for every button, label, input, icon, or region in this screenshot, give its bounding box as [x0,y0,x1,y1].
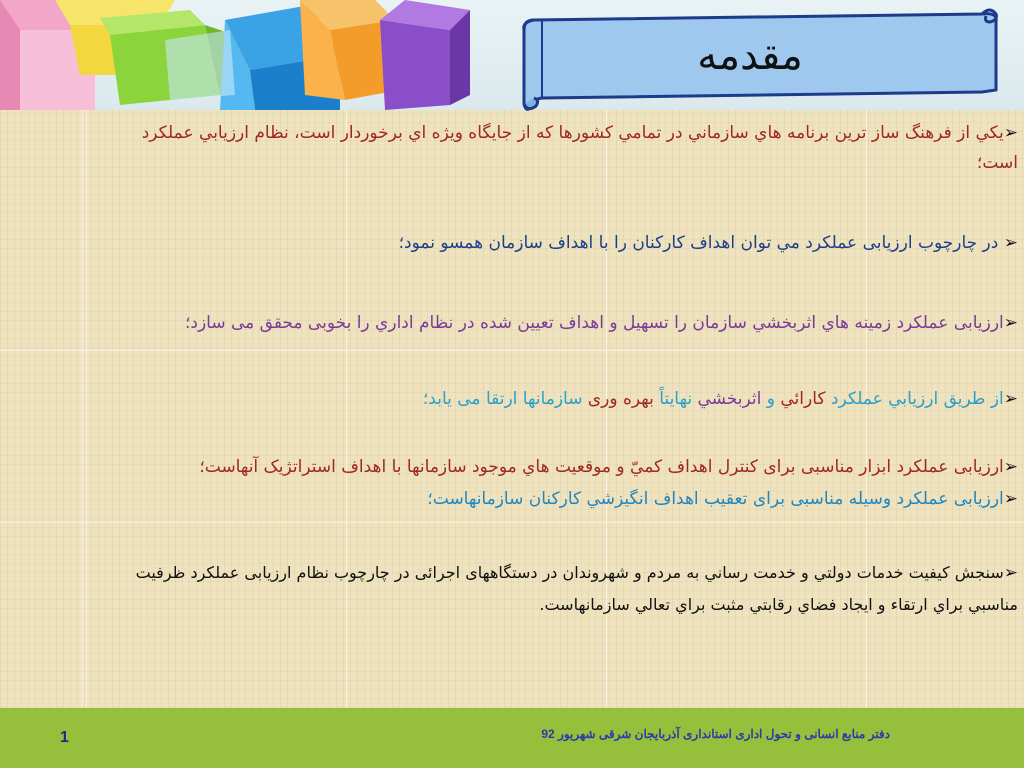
bullet-item [30,558,1018,588]
bullet-text-part: از طريق ارزيابي عملکرد [825,389,1004,409]
bullet-text-part: سازمانها ارتقا می يابد؛ [422,389,588,409]
arrow-bullet-icon: ➢ [1003,457,1018,477]
arrow-bullet-icon: ➢ [1003,389,1018,409]
bullet-text-part: بهره وری [587,389,654,409]
arrow-bullet-icon: ➢ [1003,233,1018,253]
bullet-item [30,118,1018,148]
bullet-text: ارزيابی عملکرد وسيله مناسبی برای تعقيب اهداف انگيزشي کارکنان سازمانهاست؛ [427,489,1004,509]
bullet-text: در چارچوب ارزيابی عملکرد مي توان اهداف کارکنان را با اهداف سازمان همسو نمود؛ [398,233,1004,253]
bullet-text: مناسبي براي ارتقاء و ايجاد فضاي رقابتي مثبت براي تعالي سازمانهاست. [539,595,1018,614]
bullet-text-part: اثربخشي [692,389,762,409]
bullet-item [30,228,1018,258]
bullet-continuation [30,148,1018,178]
bullet-item [30,308,1018,338]
bullet-item [30,452,1018,482]
bullet-text-part: کارائي [780,389,826,409]
arrow-bullet-icon: ➢ [1003,489,1018,509]
bullet-text: ارزيابی عملکرد زمينه هاي اثربخشي سازمان را تسهيل و اهداف تعيين شده در نظام اداري را بخوبی محقق می سازد؛ [184,313,1004,333]
arrow-bullet-icon: ➢ [1003,313,1018,333]
bullet-text: يکي از فرهنگ ساز ترين برنامه هاي سازماني در تمامي کشورها که از جايگاه ويژه اي برخوردار است، نظام ارزيابي عملکرد [141,123,1004,143]
bullet-text: است؛ [976,153,1018,173]
page-title: مقدمه [697,33,803,79]
bullet-text-part: و [761,389,781,409]
bullet-text-part: نهايتاً [653,389,693,409]
arrow-bullet-icon: ➢ [1003,563,1018,583]
decorative-cubes-image [0,0,470,110]
arrow-bullet-icon: ➢ [1003,123,1018,143]
bullet-list [30,112,1018,702]
footer-caption: دفتر منابع انسانی و تحول اداری استانداری آذربایجان شرقی شهریور 92 [541,727,890,741]
bullet-item [30,484,1018,514]
bullet-text: سنجش کيفيت خدمات دولتي و خدمت رساني به مردم و شهروندان در دستگاههای اجرائی در چارچوب نظام ارزيابی عملکرد ظرفيت [135,563,1004,582]
page-number: 1 [60,729,69,746]
bullet-continuation [30,590,1018,620]
bullet-item [30,384,1018,414]
bullet-text: ارزيابی عملکرد ابزار مناسبی برای کنترل اهداف کميّ و موقعيت هاي موجود سازمانها با اهداف استراتژيک آنهاست؛ [199,457,1004,477]
